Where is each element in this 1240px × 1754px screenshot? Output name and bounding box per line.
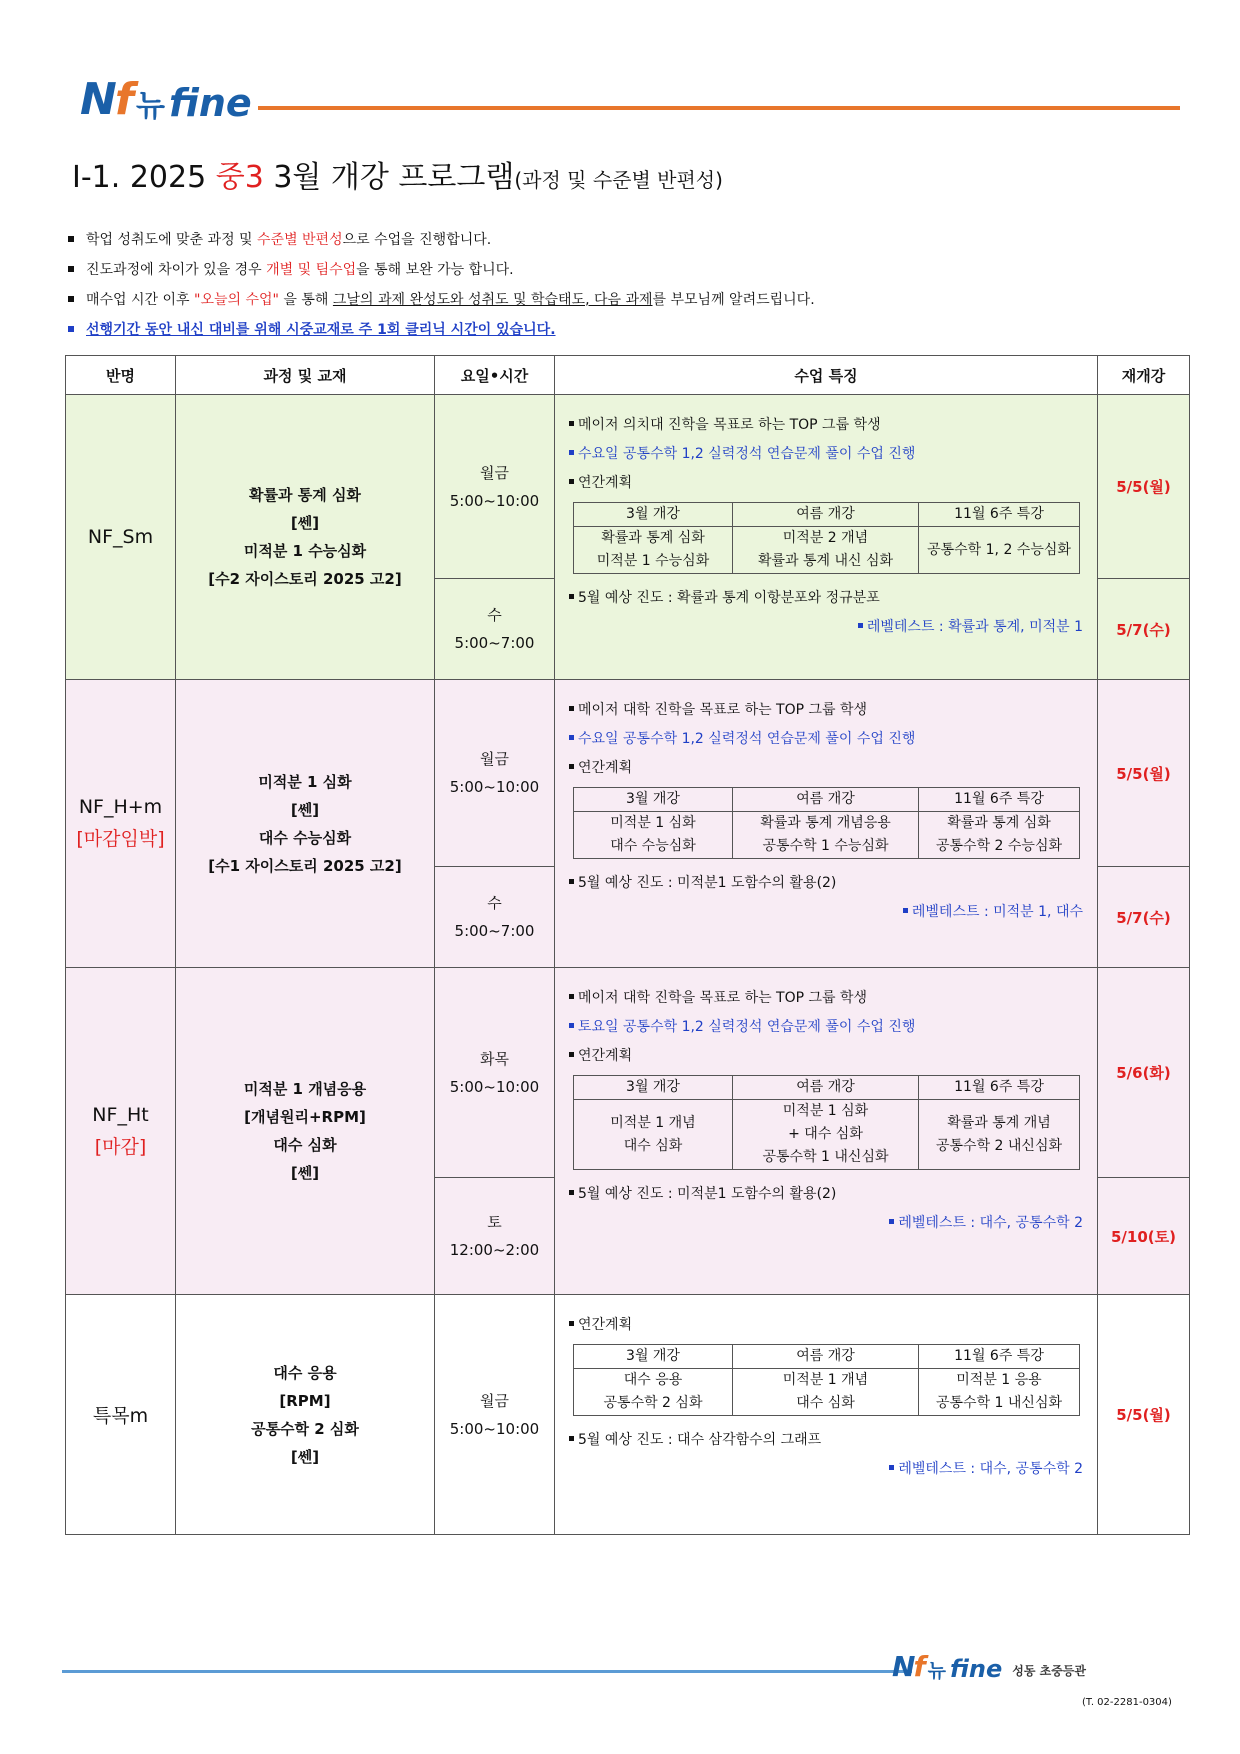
branch-name: 성동 초중등관 [1012,1664,1086,1678]
class-name: NF_Ht [마감] [66,968,176,1295]
bullet-item: 학업 성취도에 맞춘 과정 및 수준별 반편성으로 수업을 진행합니다. [68,225,815,255]
course-cell: 미적분 1 심화 [쎈] 대수 수능심화 [수1 자이스토리 2025 고2] [176,680,435,968]
annual-plan-table: 3월 개강 여름 개강 11월 6주 특강 미적분 1 심화 대수 수능심화 확률과 통계 개념응용 공통수학 1 수능심화 확률과 통계 심화 공통수학 2 수능심화 [573,787,1080,859]
restart-date: 5/7(수) [1098,579,1190,680]
time-slot: 토 12:00~2:00 [435,1178,555,1295]
course-cell: 미적분 1 개념응용 [개념원리+RPM] 대수 심화 [쎈] [176,968,435,1295]
brand-logo [80,74,252,125]
time-slot: 수 5:00~7:00 [435,867,555,968]
header-features: 수업 특징 [555,356,1098,395]
schedule-table [65,355,1190,1535]
table-header-row [66,356,1190,395]
logo-nyu-text: 뉴 [135,89,165,124]
features-cell: 연간계획 3월 개강 여름 개강 11월 6주 특강 대수 응용 공통수학 2 심화 미적분 1 개념 대수 심화 미적분 1 응용 공통수학 1 내신심화 5월 예상 진도 : 대수 삼각함수의 그래프 레벨테스트 : 대수, 공통수학 2 [555,1295,1098,1535]
bullet-item-clinic: 선행기간 동안 내신 대비를 위해 시중교재로 주 1회 클리닉 시간이 있습니다. [68,315,815,345]
restart-date: 5/7(수) [1098,867,1190,968]
table-row [66,1295,1190,1535]
class-name: NF_H+m [마감임박] [66,680,176,968]
class-name: NF_Sm [66,395,176,680]
table-row [66,968,1190,1178]
header-restart: 재개강 [1098,356,1190,395]
restart-date: 5/5(월) [1098,1295,1190,1535]
header-time: 요일•시간 [435,356,555,395]
annual-plan-table: 3월 개강 여름 개강 11월 6주 특강 확률과 통계 심화 미적분 1 수능심화 미적분 2 개념 확률과 통계 내신 심화 공통수학 1, 2 수능심화 [573,502,1080,574]
annual-plan-table: 3월 개강 여름 개강 11월 6주 특강 대수 응용 공통수학 2 심화 미적분 1 개념 대수 심화 미적분 1 응용 공통수학 1 내신심화 [573,1344,1080,1416]
restart-date: 5/10(토) [1098,1178,1190,1295]
logo-fine-text: fine [949,1655,1003,1683]
footer-logo [892,1650,1086,1683]
intro-bullets [68,225,815,345]
features-cell: 메이저 의치대 진학을 목표로 하는 TOP 그룹 학생 수요일 공통수학 1,2 실력정석 연습문제 풀이 수업 진행 연간계획 3월 개강 여름 개강 11월 6주 특강 확률과 통계 심화 미적분 1 수능심화 미적분 2 개념 확률과 통계 내신 심화 공통수학 1, 2 수능심화 5월 예상 진도 : 확률과 통계 이항분포와 정규분포 레벨테스트 : 확률과 통계, 미적분 1 [555,395,1098,680]
header-divider [258,106,1180,110]
footer-divider [62,1670,912,1673]
restart-date: 5/5(월) [1098,395,1190,579]
bullet-item: 진도과정에 차이가 있을 경우 개별 및 팀수업을 통해 보완 가능 합니다. [68,255,815,285]
table-row [66,395,1190,579]
course-cell: 확률과 통계 심화 [쎈] 미적분 1 수능심화 [수2 자이스토리 2025 고2] [176,395,435,680]
phone-number: (T. 02-2281-0304) [1082,1697,1172,1708]
logo-nyu-text: 뉴 [927,1660,946,1682]
annual-plan-table: 3월 개강 여름 개강 11월 6주 특강 미적분 1 개념 대수 심화 미적분 1 심화 + 대수 심화 공통수학 1 내신심화 확률과 통계 개념 공통수학 2 내신심화 [573,1075,1080,1170]
bullet-item: 매수업 시간 이후 "오늘의 수업" 을 통해 그날의 과제 완성도와 성취도 및 학습태도, 다음 과제를 부모님께 알려드립니다. [68,285,815,315]
logo-fine-text: fine [168,81,252,125]
header-class: 반명 [66,356,176,395]
time-slot: 월금 5:00~10:00 [435,395,555,579]
time-slot: 수 5:00~7:00 [435,579,555,680]
class-name: 특목m [66,1295,176,1535]
time-slot: 화목 5:00~10:00 [435,968,555,1178]
features-cell: 메이저 대학 진학을 목표로 하는 TOP 그룹 학생 수요일 공통수학 1,2 실력정석 연습문제 풀이 수업 진행 연간계획 3월 개강 여름 개강 11월 6주 특강 미적분 1 심화 대수 수능심화 확률과 통계 개념응용 공통수학 1 수능심화 확률과 통계 심화 공통수학 2 수능심화 5월 예상 진도 : 미적분1 도함수의 활용(2) 레벨테스트 : 미적분 1, 대수 [555,680,1098,968]
features-cell: 메이저 대학 진학을 목표로 하는 TOP 그룹 학생 토요일 공통수학 1,2 실력정석 연습문제 풀이 수업 진행 연간계획 3월 개강 여름 개강 11월 6주 특강 미적분 1 개념 대수 심화 미적분 1 심화 + 대수 심화 공통수학 1 내신심화 확률과 통계 개념 공통수학 2 내신심화 5월 예상 진도 : 미적분1 도함수의 활용(2) 레벨테스트 : 대수, 공통수학 2 [555,968,1098,1295]
time-slot: 월금 5:00~10:00 [435,1295,555,1535]
logo-nf-mark: Nf [80,74,132,125]
logo-nf-mark: Nf [892,1650,924,1683]
time-slot: 월금 5:00~10:00 [435,680,555,867]
course-cell: 대수 응용 [RPM] 공통수학 2 심화 [쎈] [176,1295,435,1535]
table-row [66,680,1190,867]
restart-date: 5/5(월) [1098,680,1190,867]
page-title: Ⅰ-1. 2025 중3 3월 개강 프로그램(과정 및 수준별 반편성) [72,160,723,195]
header-course: 과정 및 교재 [176,356,435,395]
restart-date: 5/6(화) [1098,968,1190,1178]
